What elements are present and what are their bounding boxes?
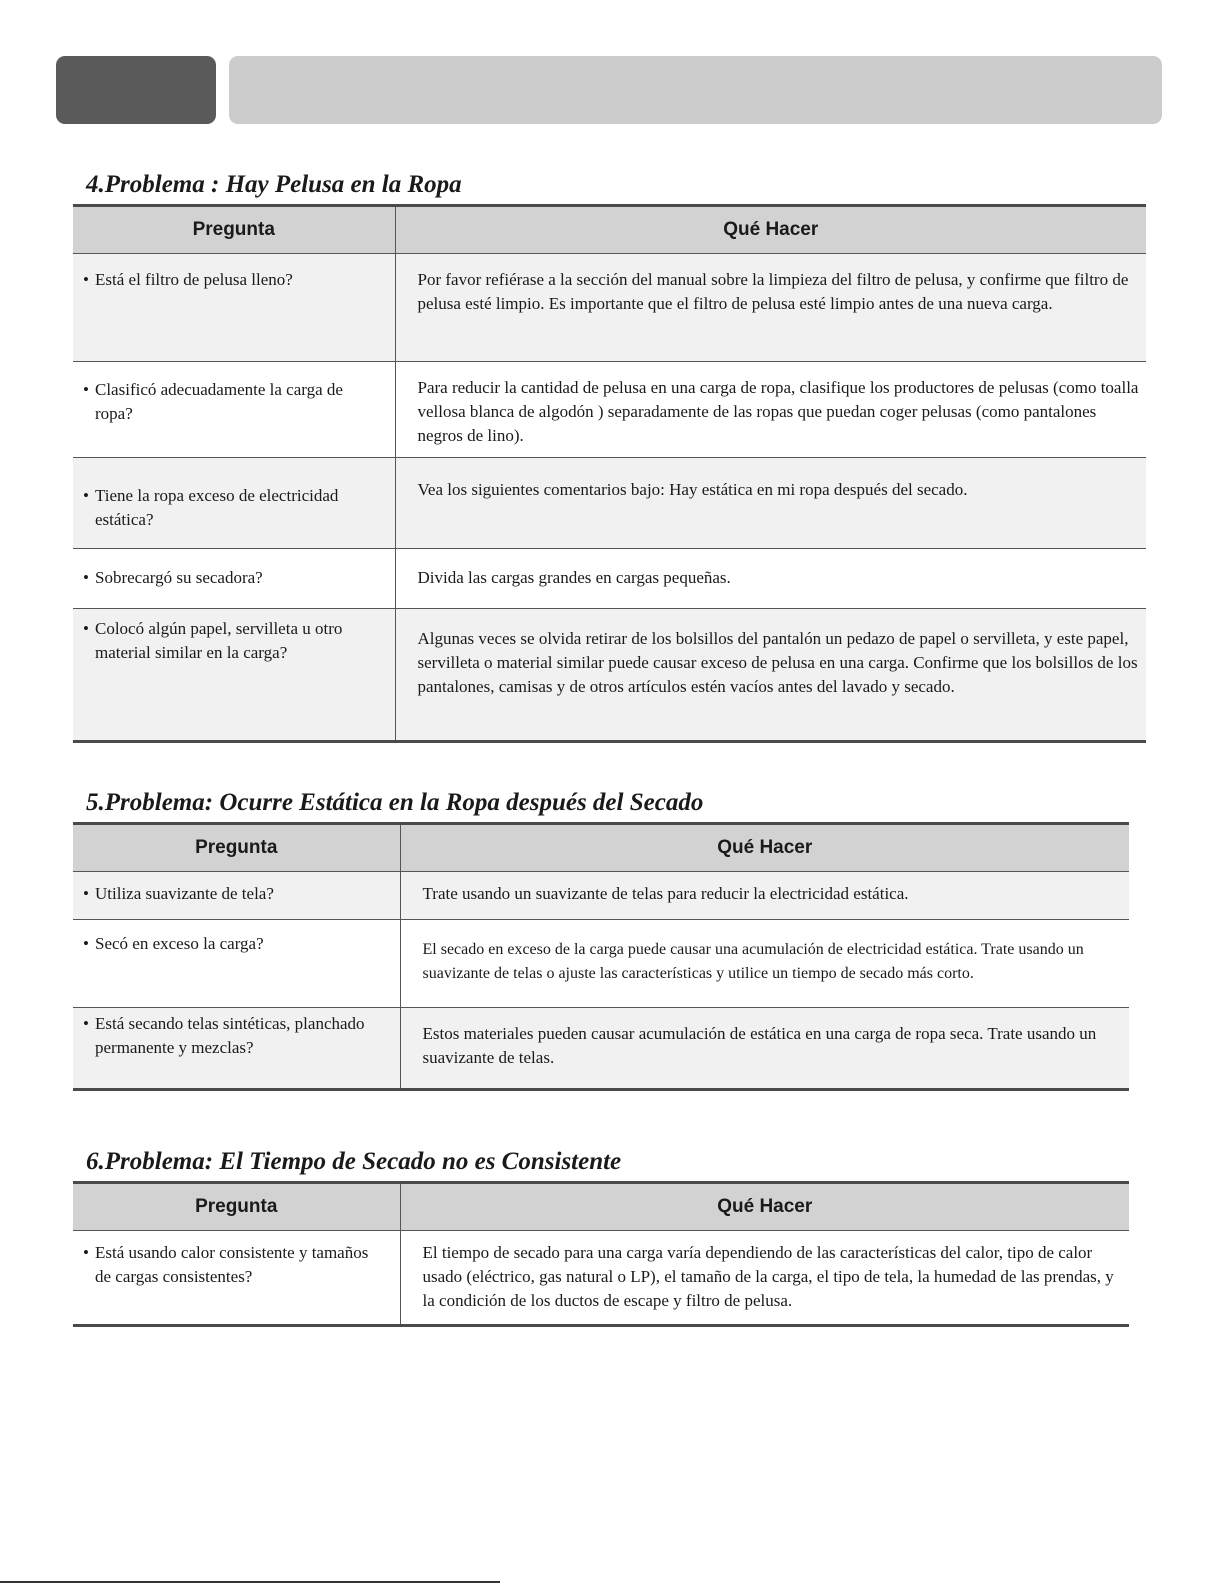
answer-cell: Por favor refiérase a la sección del manual sobre la limpieza del filtro de pelusa, y confirme que filtro de pelusa esté limpio. Es importante que el filtro de pelusa esté limpio antes de una nueva carga.	[395, 254, 1146, 362]
section-title: 4.Problema : Hay Pelusa en la Ropa	[86, 171, 462, 198]
question-cell: • Está usando calor consistente y tamaños de cargas consistentes?	[73, 1231, 400, 1326]
action-column-header: Qué Hacer	[400, 824, 1129, 872]
section-title: 6.Problema: El Tiempo de Secado no es Consistente	[86, 1148, 622, 1175]
question-cell: • Colocó algún papel, servilleta u otro material similar en la carga?	[73, 609, 395, 742]
table-header-row	[73, 1183, 1129, 1231]
troubleshooting-table	[73, 1181, 1129, 1327]
question-cell: • Secó en exceso la carga?	[73, 920, 400, 1008]
table-header-row	[73, 824, 1129, 872]
table-row	[73, 362, 1146, 458]
footer-rule	[0, 1581, 500, 1583]
question-column-header: Pregunta	[73, 206, 395, 254]
header-tab-dark	[56, 56, 216, 124]
problem-section-5	[73, 788, 1129, 1091]
problem-section-4	[73, 170, 1146, 743]
question-cell: • Sobrecargó su secadora?	[73, 549, 395, 609]
question-column-header: Pregunta	[73, 1183, 400, 1231]
table-row	[73, 1231, 1129, 1326]
problem-section-6	[73, 1147, 1129, 1327]
answer-cell: Trate usando un suavizante de telas para reducir la electricidad estática.	[400, 872, 1129, 920]
answer-cell: Divida las cargas grandes en cargas pequeñas.	[395, 549, 1146, 609]
action-column-header: Qué Hacer	[395, 206, 1146, 254]
question-cell: • Tiene la ropa exceso de electricidad estática?	[73, 458, 395, 549]
table-row	[73, 872, 1129, 920]
question-column-header: Pregunta	[73, 824, 400, 872]
section-title: 5.Problema: Ocurre Estática en la Ropa después del Secado	[86, 789, 704, 816]
answer-cell: Vea los siguientes comentarios bajo: Hay estática en mi ropa después del secado.	[395, 458, 1146, 549]
answer-cell: Para reducir la cantidad de pelusa en una carga de ropa, clasifique los productores de pelusas (como toalla vellosa blanca de algodón ) separadamente de las ropas que puedan coger pelusas (como pantalones negros de lino).	[395, 362, 1146, 458]
answer-cell: El tiempo de secado para una carga varía dependiendo de las características del calor, tipo de calor usado (eléctrico, gas natural o LP), el tamaño de la carga, el tipo de tela, la humedad de las prendas, y la condición de los ductos de escape y filtro de pelusa.	[422, 1243, 1114, 1310]
answer-cell: Estos materiales pueden causar acumulación de estática en una carga de ropa seca. Trate usando un suavizante de telas.	[400, 1008, 1129, 1090]
answer-cell: Algunas veces se olvida retirar de los bolsillos del pantalón un pedazo de papel o servilleta, y este papel, servilleta o material similar puede causar exceso de pelusa en una carga. Confirme que los bolsillos de los pantalones, camisas y de otros artículos estén vacíos antes del lavado y secado.	[395, 609, 1146, 742]
action-column-header: Qué Hacer	[400, 1183, 1129, 1231]
answer-cell: El secado en exceso de la carga puede causar una acumulación de electricidad estática. Trate usando un suavizante de telas o ajuste las características y utilice un tiempo de secado más corto.	[400, 920, 1129, 1008]
header-bar	[229, 56, 1162, 124]
question-cell: • Utiliza suavizante de tela?	[73, 872, 400, 920]
troubleshooting-table	[73, 822, 1129, 1091]
table-header-row	[73, 206, 1146, 254]
question-cell: • Está secando telas sintéticas, planchado permanente y mezclas?	[73, 1008, 400, 1090]
table-row	[73, 254, 1146, 362]
table-row	[73, 920, 1129, 1008]
question-cell: • Clasificó adecuadamente la carga de ropa?	[73, 362, 395, 458]
table-row	[73, 549, 1146, 609]
table-row	[73, 609, 1146, 742]
table-row	[73, 1008, 1129, 1090]
question-cell: • Está el filtro de pelusa lleno?	[73, 254, 395, 362]
table-row	[73, 458, 1146, 549]
troubleshooting-table	[73, 204, 1146, 743]
